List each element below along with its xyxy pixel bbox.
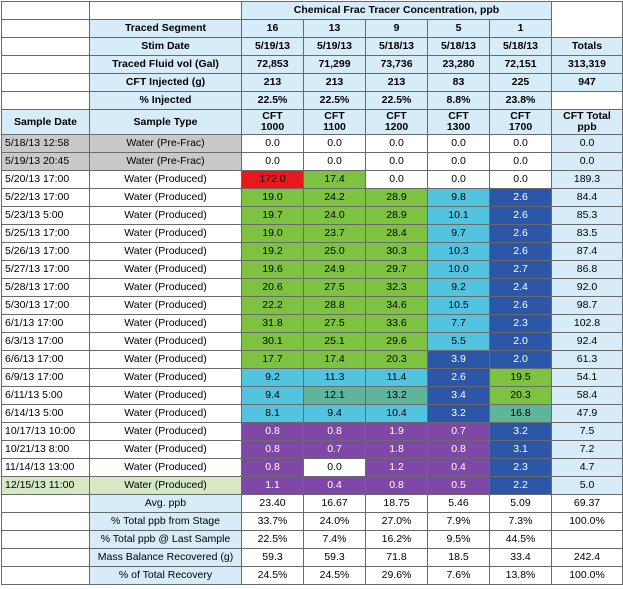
summary-value: 29.6% [366, 567, 428, 585]
stim-date: 5/19/13 [242, 38, 304, 56]
cft-injected-label: CFT Injected (g) [90, 74, 242, 92]
table-row [2, 135, 623, 153]
cft-value: 33.6 [366, 315, 428, 333]
cft-value: 11.4 [366, 369, 428, 387]
table-row [2, 459, 623, 477]
sample-date: 6/1/13 17:00 [2, 315, 90, 333]
segment-value: 5 [428, 20, 490, 38]
cft-value: 0.0 [428, 171, 490, 189]
cft-value: 24.9 [304, 261, 366, 279]
summary-total: 100.0% [552, 567, 623, 585]
summary-label: % Total ppb @ Last Sample [90, 531, 242, 549]
sample-date: 5/28/13 17:00 [2, 279, 90, 297]
sample-date: 5/30/13 17:00 [2, 297, 90, 315]
stim-date: 5/18/13 [366, 38, 428, 56]
cft-value: 1.9 [366, 423, 428, 441]
summary-value: 27.0% [366, 513, 428, 531]
cft-value: 0.7 [428, 423, 490, 441]
summary-value: 7.4% [304, 531, 366, 549]
table-title: Chemical Frac Tracer Concentration, ppb [242, 2, 552, 20]
cft-total-value: 84.4 [552, 189, 623, 207]
cft-value: 19.7 [242, 207, 304, 225]
cft-total-value: 61.3 [552, 351, 623, 369]
summary-value: 16.67 [304, 495, 366, 513]
cft-value: 10.5 [428, 297, 490, 315]
cft-header [304, 110, 366, 135]
cft-header-line1: CFT [262, 110, 283, 122]
cft-total-value: 102.8 [552, 315, 623, 333]
column-header-row [2, 110, 623, 135]
blank-cell [2, 495, 90, 513]
summary-value: 71.8 [366, 549, 428, 567]
summary-row [2, 549, 623, 567]
cft-value: 13.2 [366, 387, 428, 405]
cft-header [366, 110, 428, 135]
sample-type: Water (Produced) [90, 279, 242, 297]
cft-value: 2.3 [490, 459, 552, 477]
cft-total-value: 7.2 [552, 441, 623, 459]
table-row [2, 387, 623, 405]
cft-total-value: 4.7 [552, 459, 623, 477]
cft-value: 20.3 [366, 351, 428, 369]
summary-label: % of Total Recovery [90, 567, 242, 585]
summary-value: 59.3 [242, 549, 304, 567]
cft-value: 2.6 [428, 369, 490, 387]
sample-date: 6/14/13 5:00 [2, 405, 90, 423]
sample-type: Water (Produced) [90, 261, 242, 279]
cft-value: 0.7 [304, 441, 366, 459]
sample-date: 6/6/13 17:00 [2, 351, 90, 369]
blank-cell [90, 2, 242, 20]
cft-value: 31.8 [242, 315, 304, 333]
cft-value: 10.1 [428, 207, 490, 225]
sample-date: 5/22/13 17:00 [2, 189, 90, 207]
cft-value: 1.2 [366, 459, 428, 477]
fluid-vol-row [2, 56, 623, 74]
cft-total-value: 86.8 [552, 261, 623, 279]
blank-cell [2, 567, 90, 585]
sample-date: 5/26/13 17:00 [2, 243, 90, 261]
cft-value: 28.8 [304, 297, 366, 315]
cft-value: 0.0 [304, 459, 366, 477]
cft-value: 2.6 [490, 297, 552, 315]
cft-value: 30.3 [366, 243, 428, 261]
cft-total-value: 7.5 [552, 423, 623, 441]
summary-value: 24.5% [242, 567, 304, 585]
sample-date: 10/17/13 10:00 [2, 423, 90, 441]
cft-value: 3.2 [490, 423, 552, 441]
sample-type: Water (Produced) [90, 225, 242, 243]
fluid-vol: 23,280 [428, 56, 490, 74]
table-row [2, 333, 623, 351]
cft-value: 0.0 [304, 135, 366, 153]
blank-cell [2, 549, 90, 567]
pct-injected: 22.5% [366, 92, 428, 110]
summary-value: 22.5% [242, 531, 304, 549]
fluid-vol: 72,151 [490, 56, 552, 74]
sample-type: Water (Produced) [90, 459, 242, 477]
cft-value: 0.4 [304, 477, 366, 495]
blank-cell [2, 2, 90, 20]
cft-value: 0.0 [490, 153, 552, 171]
segment-value: 16 [242, 20, 304, 38]
summary-value: 33.7% [242, 513, 304, 531]
cft-value: 9.7 [428, 225, 490, 243]
summary-value: 24.5% [304, 567, 366, 585]
summary-label: Avg. ppb [90, 495, 242, 513]
cft-value: 11.3 [304, 369, 366, 387]
cft-value: 0.4 [428, 459, 490, 477]
sample-date: 12/15/13 11:00 [2, 477, 90, 495]
sample-date: 5/23/13 5:00 [2, 207, 90, 225]
cft-value: 9.4 [304, 405, 366, 423]
summary-row [2, 567, 623, 585]
segment-row [2, 20, 623, 38]
cft-value: 2.0 [490, 351, 552, 369]
cft-value: 25.0 [304, 243, 366, 261]
cft-total-value: 47.9 [552, 405, 623, 423]
cft-injected: 83 [428, 74, 490, 92]
stim-date-label: Stim Date [90, 38, 242, 56]
summary-value: 5.46 [428, 495, 490, 513]
table-row [2, 207, 623, 225]
summary-value: 44.5% [490, 531, 552, 549]
cft-header [490, 110, 552, 135]
cft-value: 1.1 [242, 477, 304, 495]
cft-header-line2: 1700 [508, 121, 533, 133]
cft-injected: 213 [242, 74, 304, 92]
pct-injected: 22.5% [242, 92, 304, 110]
totals-header: Totals [552, 38, 623, 56]
sample-type: Water (Produced) [90, 315, 242, 333]
cft-value: 0.0 [242, 135, 304, 153]
summary-value: 24.0% [304, 513, 366, 531]
segment-value: 9 [366, 20, 428, 38]
segment-label: Traced Segment [90, 20, 242, 38]
cft-header-line2: 1200 [384, 121, 409, 133]
pct-injected-label: % Injected [90, 92, 242, 110]
summary-row [2, 531, 623, 549]
cft-header-line1: CFT [324, 110, 345, 122]
summary-total: 69.37 [552, 495, 623, 513]
blank-cell [2, 20, 90, 38]
cft-value: 0.0 [304, 153, 366, 171]
title-row [2, 2, 623, 20]
sample-type: Water (Produced) [90, 333, 242, 351]
cft-total-value: 58.4 [552, 387, 623, 405]
cft-value: 2.6 [490, 189, 552, 207]
cft-value: 9.8 [428, 189, 490, 207]
table-row [2, 369, 623, 387]
summary-value: 33.4 [490, 549, 552, 567]
cft-value: 19.5 [490, 369, 552, 387]
sample-date: 5/27/13 17:00 [2, 261, 90, 279]
sample-type: Water (Produced) [90, 171, 242, 189]
summary-total: 100.0% [552, 513, 623, 531]
cft-value: 0.0 [428, 153, 490, 171]
table-row [2, 315, 623, 333]
cft-value: 0.8 [366, 477, 428, 495]
frac-tracer-table [1, 1, 623, 585]
cft-value: 3.2 [428, 405, 490, 423]
table-row [2, 477, 623, 495]
cft-injected-row [2, 74, 623, 92]
cft-value: 19.2 [242, 243, 304, 261]
fluid-vol: 72,853 [242, 56, 304, 74]
cft-value: 7.7 [428, 315, 490, 333]
cft-value: 29.7 [366, 261, 428, 279]
sample-type: Water (Produced) [90, 405, 242, 423]
cft-value: 172.0 [242, 171, 304, 189]
segment-value: 1 [490, 20, 552, 38]
sample-type: Water (Produced) [90, 387, 242, 405]
cft-value: 0.0 [242, 153, 304, 171]
stim-date: 5/18/13 [428, 38, 490, 56]
summary-row [2, 513, 623, 531]
sample-type: Water (Produced) [90, 369, 242, 387]
cft-value: 3.4 [428, 387, 490, 405]
cft-value: 0.5 [428, 477, 490, 495]
cft-value: 12.1 [304, 387, 366, 405]
table-row [2, 189, 623, 207]
cft-value: 2.4 [490, 279, 552, 297]
sample-type: Water (Produced) [90, 477, 242, 495]
table-row [2, 423, 623, 441]
cft-header-line1: CFT [386, 110, 407, 122]
cft-value: 27.5 [304, 315, 366, 333]
cft-value: 0.8 [242, 441, 304, 459]
summary-value: 59.3 [304, 549, 366, 567]
summary-total: 242.4 [552, 549, 623, 567]
summary-value: 13.8% [490, 567, 552, 585]
cft-injected-total: 947 [552, 74, 623, 92]
table-row [2, 243, 623, 261]
cft-value: 25.1 [304, 333, 366, 351]
sample-type: Water (Pre-Frac) [90, 153, 242, 171]
cft-value: 28.9 [366, 207, 428, 225]
cft-value: 0.0 [366, 135, 428, 153]
cft-value: 28.4 [366, 225, 428, 243]
summary-row [2, 495, 623, 513]
cft-total-value: 189.3 [552, 171, 623, 189]
blank-cell [2, 56, 90, 74]
blank-cell [552, 2, 623, 38]
fluid-vol: 73,736 [366, 56, 428, 74]
cft-injected: 225 [490, 74, 552, 92]
sample-type: Water (Produced) [90, 189, 242, 207]
sample-type: Water (Produced) [90, 423, 242, 441]
summary-value: 18.5 [428, 549, 490, 567]
cft-value: 17.4 [304, 171, 366, 189]
stim-date-row [2, 38, 623, 56]
cft-value: 0.8 [242, 459, 304, 477]
sample-date: 5/19/13 20:45 [2, 153, 90, 171]
cft-value: 24.0 [304, 207, 366, 225]
cft-value: 29.6 [366, 333, 428, 351]
blank-cell [552, 92, 623, 110]
cft-value: 5.5 [428, 333, 490, 351]
table-row [2, 225, 623, 243]
cft-value: 28.9 [366, 189, 428, 207]
cft-value: 3.9 [428, 351, 490, 369]
cft-header-line1: CFT [448, 110, 469, 122]
sample-date: 11/14/13 13:00 [2, 459, 90, 477]
sample-type: Water (Produced) [90, 243, 242, 261]
table-row [2, 441, 623, 459]
cft-total-value: 83.5 [552, 225, 623, 243]
blank-cell [2, 513, 90, 531]
cft-header-line2: 1300 [446, 121, 471, 133]
summary-value: 18.75 [366, 495, 428, 513]
sample-date: 5/20/13 17:00 [2, 171, 90, 189]
cft-value: 30.1 [242, 333, 304, 351]
summary-value: 7.6% [428, 567, 490, 585]
pct-injected: 22.5% [304, 92, 366, 110]
cft-value: 0.0 [366, 171, 428, 189]
pct-injected: 8.8% [428, 92, 490, 110]
cft-value: 8.1 [242, 405, 304, 423]
pct-injected-row [2, 92, 623, 110]
cft-value: 0.0 [428, 135, 490, 153]
cft-value: 19.0 [242, 189, 304, 207]
cft-total-value: 54.1 [552, 369, 623, 387]
blank-cell [2, 38, 90, 56]
cft-value: 22.2 [242, 297, 304, 315]
cft-value: 3.1 [490, 441, 552, 459]
cft-value: 2.0 [490, 333, 552, 351]
sample-date: 6/9/13 17:00 [2, 369, 90, 387]
cft-value: 0.8 [428, 441, 490, 459]
summary-value: 7.9% [428, 513, 490, 531]
cft-value: 2.3 [490, 315, 552, 333]
cft-total-header [552, 110, 623, 135]
cft-value: 2.6 [490, 207, 552, 225]
table-row [2, 405, 623, 423]
cft-value: 17.4 [304, 351, 366, 369]
sample-type: Water (Produced) [90, 441, 242, 459]
cft-total-value: 87.4 [552, 243, 623, 261]
pct-injected: 23.8% [490, 92, 552, 110]
cft-total-value: 0.0 [552, 135, 623, 153]
cft-value: 2.6 [490, 225, 552, 243]
sample-date: 6/11/13 5:00 [2, 387, 90, 405]
cft-value: 23.7 [304, 225, 366, 243]
cft-value: 19.0 [242, 225, 304, 243]
cft-value: 2.6 [490, 243, 552, 261]
sample-date-header: Sample Date [2, 110, 90, 135]
summary-total [552, 531, 623, 549]
cft-total-value: 92.0 [552, 279, 623, 297]
cft-value: 0.0 [490, 135, 552, 153]
cft-value: 20.3 [490, 387, 552, 405]
cft-header-line2: 1100 [323, 121, 346, 133]
cft-total-value: 85.3 [552, 207, 623, 225]
cft-value: 34.6 [366, 297, 428, 315]
fluid-vol-label: Traced Fluid vol (Gal) [90, 56, 242, 74]
blank-cell [2, 531, 90, 549]
blank-cell [2, 74, 90, 92]
cft-value: 0.8 [242, 423, 304, 441]
table-row [2, 279, 623, 297]
cft-value: 19.6 [242, 261, 304, 279]
cft-total-value: 92.4 [552, 333, 623, 351]
table-row [2, 171, 623, 189]
summary-value: 9.5% [428, 531, 490, 549]
sample-type: Water (Produced) [90, 297, 242, 315]
sample-type: Water (Pre-Frac) [90, 135, 242, 153]
table-row [2, 297, 623, 315]
fluid-vol: 71,299 [304, 56, 366, 74]
cft-value: 16.8 [490, 405, 552, 423]
cft-value: 0.8 [304, 423, 366, 441]
cft-total-value: 98.7 [552, 297, 623, 315]
cft-header [242, 110, 304, 135]
cft-injected: 213 [304, 74, 366, 92]
cft-value: 27.5 [304, 279, 366, 297]
cft-value: 20.6 [242, 279, 304, 297]
table-row [2, 153, 623, 171]
sample-date: 5/25/13 17:00 [2, 225, 90, 243]
summary-value: 23.40 [242, 495, 304, 513]
cft-value: 9.2 [428, 279, 490, 297]
cft-value: 9.2 [242, 369, 304, 387]
cft-injected: 213 [366, 74, 428, 92]
cft-value: 9.4 [242, 387, 304, 405]
sample-type: Water (Produced) [90, 207, 242, 225]
cft-total-value: 5.0 [552, 477, 623, 495]
table-row [2, 351, 623, 369]
cft-value: 2.2 [490, 477, 552, 495]
cft-total-header-line2: ppb [577, 121, 597, 133]
cft-value: 17.7 [242, 351, 304, 369]
blank-cell [2, 92, 90, 110]
cft-value: 1.8 [366, 441, 428, 459]
cft-value: 0.0 [490, 171, 552, 189]
cft-value: 10.4 [366, 405, 428, 423]
sample-date: 5/18/13 12:58 [2, 135, 90, 153]
summary-value: 7.3% [490, 513, 552, 531]
cft-total-value: 0.0 [552, 153, 623, 171]
stim-date: 5/19/13 [304, 38, 366, 56]
summary-value: 16.2% [366, 531, 428, 549]
sample-type: Water (Produced) [90, 351, 242, 369]
cft-total-header-line1: CFT Total [563, 110, 611, 122]
cft-value: 10.3 [428, 243, 490, 261]
sample-date: 6/3/13 17:00 [2, 333, 90, 351]
summary-label: Mass Balance Recovered (g) [90, 549, 242, 567]
cft-value: 0.0 [366, 153, 428, 171]
cft-value: 32.3 [366, 279, 428, 297]
cft-value: 24.2 [304, 189, 366, 207]
fluid-vol-total: 313,319 [552, 56, 623, 74]
summary-value: 5.09 [490, 495, 552, 513]
sample-date: 10/21/13 8:00 [2, 441, 90, 459]
sample-type-header: Sample Type [90, 110, 242, 135]
cft-header-line2: 1000 [260, 121, 285, 133]
cft-value: 2.7 [490, 261, 552, 279]
cft-header [428, 110, 490, 135]
stim-date: 5/18/13 [490, 38, 552, 56]
segment-value: 13 [304, 20, 366, 38]
cft-header-line1: CFT [510, 110, 531, 122]
summary-label: % Total ppb from Stage [90, 513, 242, 531]
table-row [2, 261, 623, 279]
cft-value: 10.0 [428, 261, 490, 279]
